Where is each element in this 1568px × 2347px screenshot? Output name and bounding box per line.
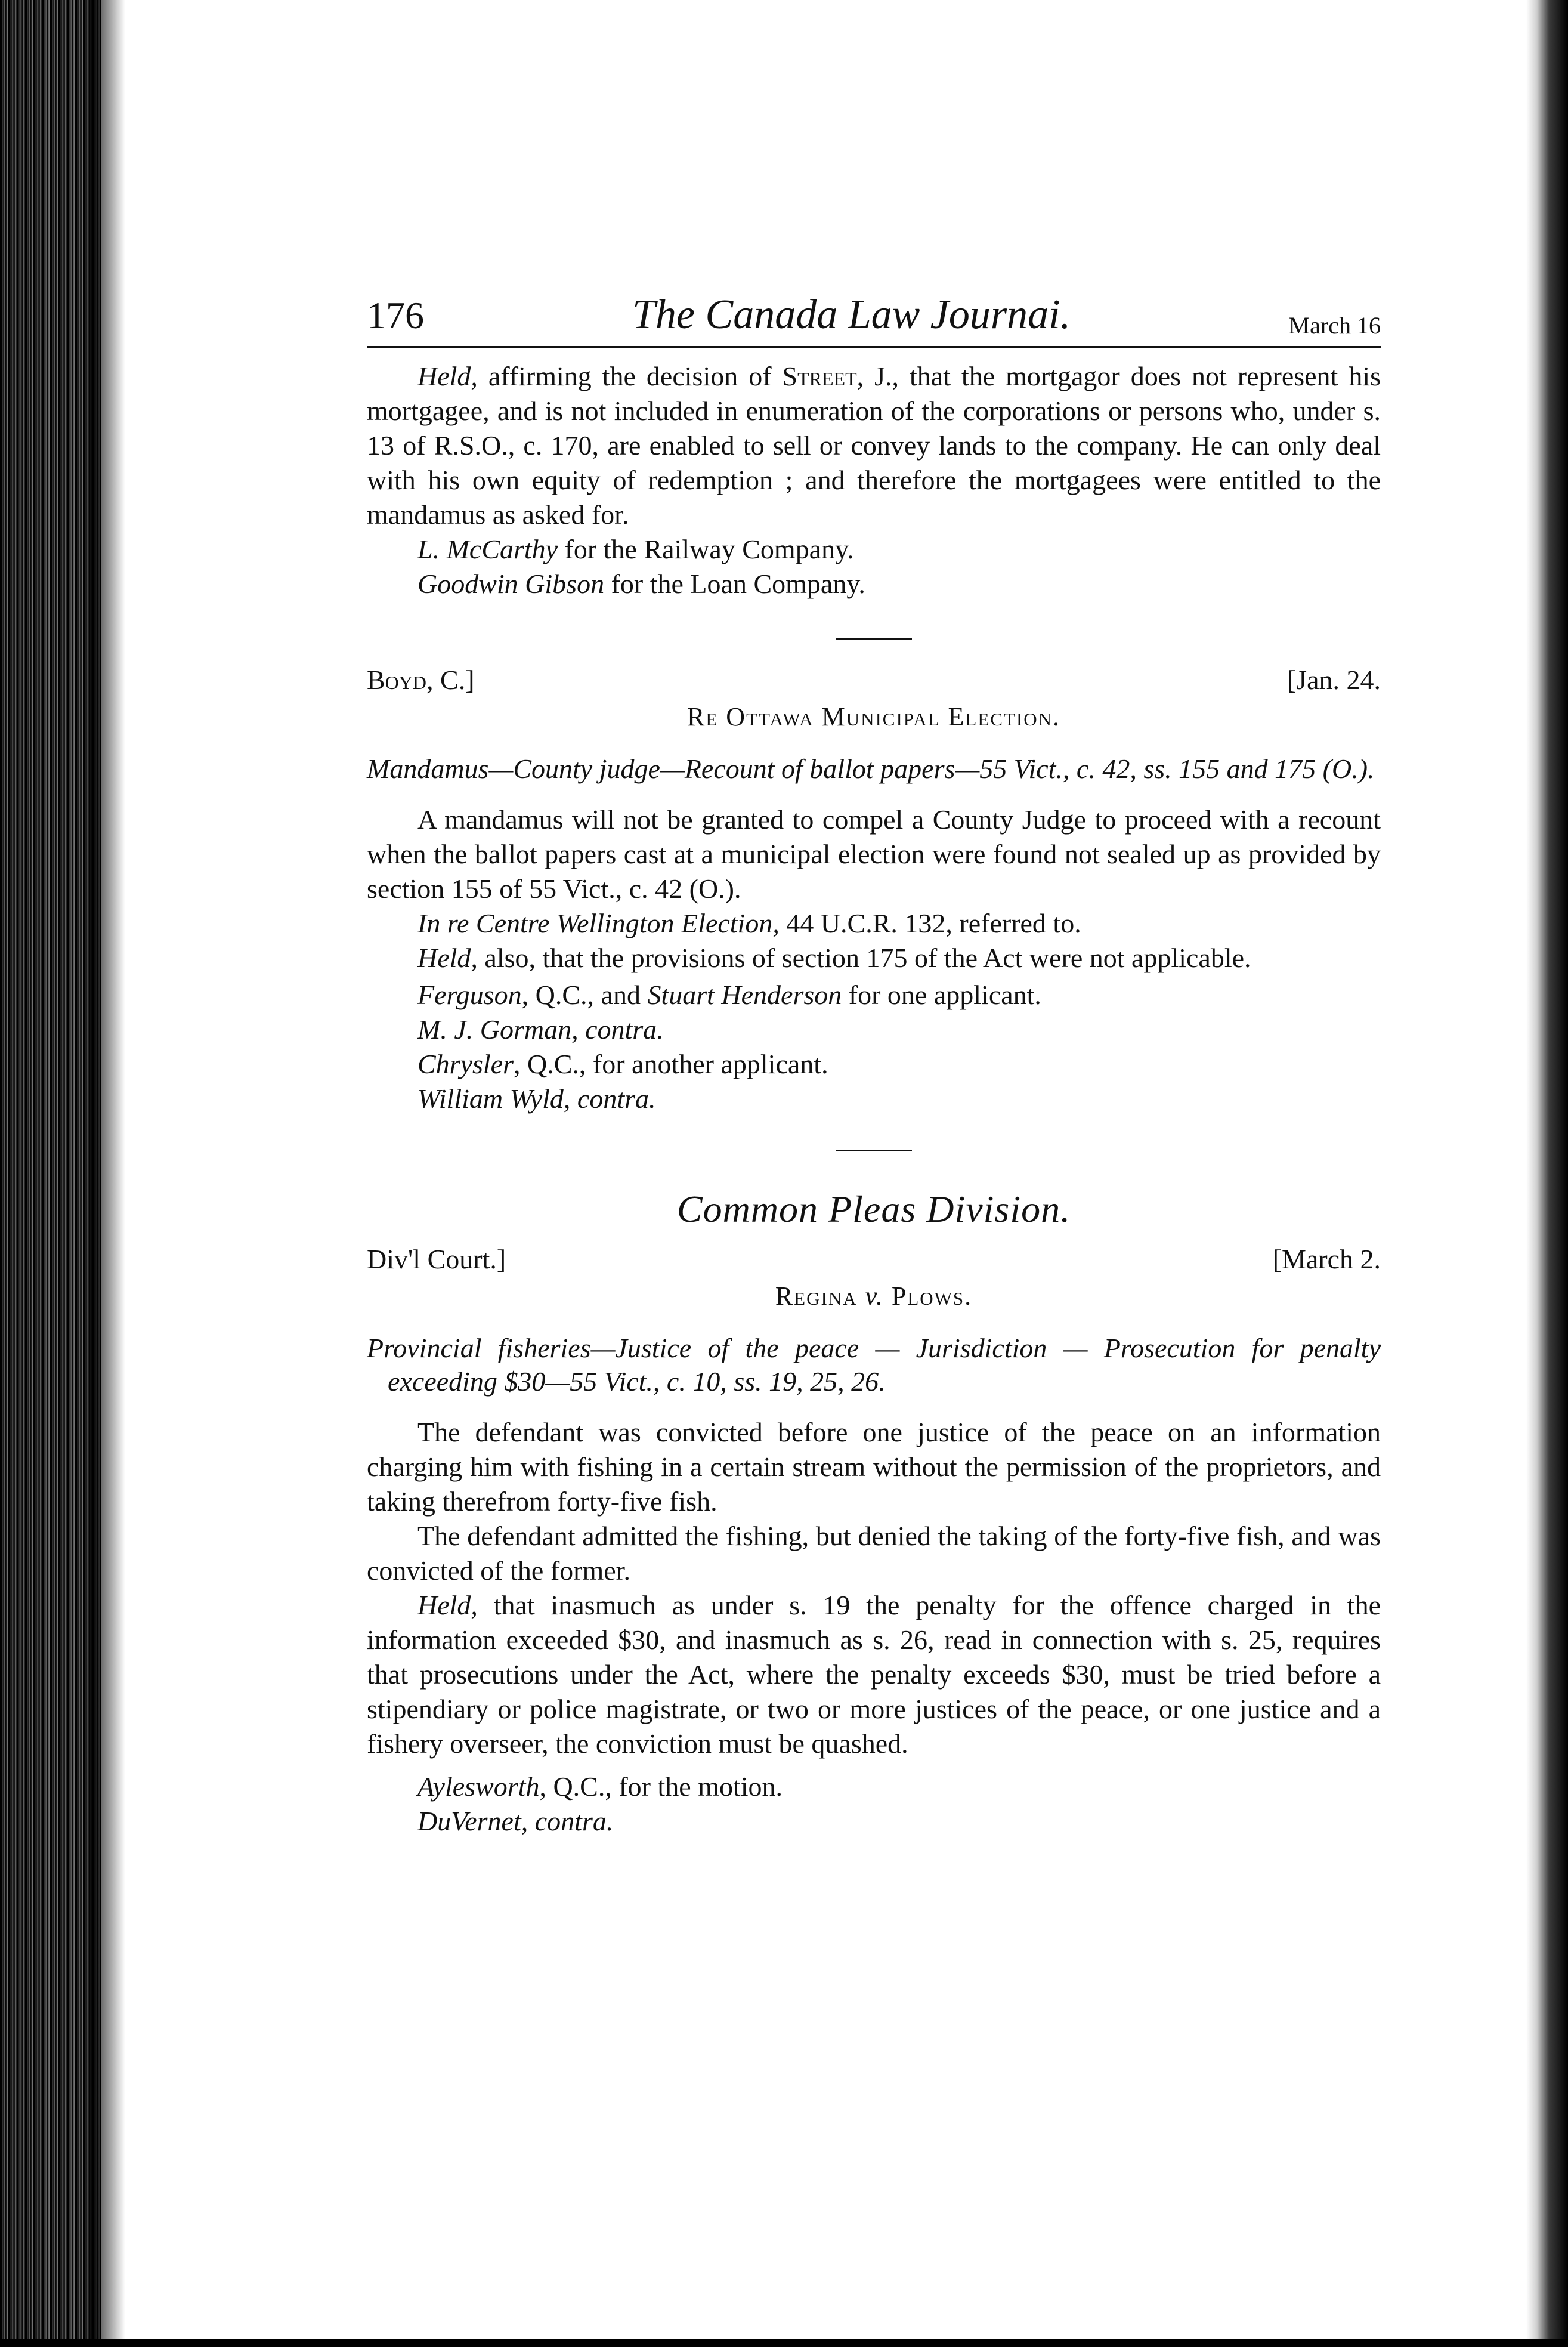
running-head	[367, 280, 1381, 348]
case-header	[367, 664, 1381, 701]
body-paragraph: The defendant was convicted before one justice of the peace on an information charging him with fishing in a certain stream without the permission of the proprietors, and taking therefrom forty-five fish.	[367, 1417, 1381, 1517]
case-title: Regina v. Plows.	[775, 1281, 973, 1311]
scanned-page-shadow	[89, 0, 125, 2347]
section-divider	[836, 638, 912, 640]
court-label: Boyd, C.]	[367, 665, 475, 695]
page-number: 176	[367, 294, 424, 336]
scanned-page-edge-right	[1526, 0, 1568, 2347]
journal-title: The Canada Law Journai.	[632, 292, 1071, 338]
case-header	[367, 1243, 1381, 1280]
scanned-page-edge-left	[0, 0, 101, 2347]
counsel-line: Goodwin Gibson for the Loan Company.	[417, 569, 865, 599]
counsel-line: Aylesworth, Q.C., for the motion.	[417, 1771, 783, 1802]
case-2	[367, 664, 1381, 1116]
counsel-line: Chrysler, Q.C., for another applicant.	[417, 1049, 828, 1079]
section-divider	[836, 1150, 912, 1151]
headnote: Mandamus—County judge—Recount of ballot papers—55 Vict., c. 42, ss. 155 and 175 (O.).	[367, 753, 1375, 784]
body-paragraph: The defendant admitted the fishing, but denied the taking of the forty-five fish, and was convicted of the former.	[367, 1521, 1381, 1586]
headnote: Provincial fisheries—Justice of the peace — Jurisdiction — Prosecution for penalty exceeding $30—55 Vict., c. 10, ss. 19, 25, 26.	[367, 1333, 1381, 1397]
citation-paragraph: In re Centre Wellington Election, 44 U.C.R. 132, referred to.	[417, 908, 1081, 938]
counsel-line: William Wyld, contra.	[417, 1083, 656, 1114]
held-paragraph: Held, also, that the provisions of section 175 of the Act were not applicable.	[417, 943, 1251, 973]
case-3	[367, 1243, 1381, 1839]
case-1-continuation	[367, 359, 1381, 601]
counsel-line: Ferguson, Q.C., and Stuart Henderson for one applicant.	[417, 980, 1041, 1010]
counsel-line: M. J. Gorman, contra.	[417, 1014, 664, 1045]
scanned-page-edge-bottom	[0, 2339, 1568, 2347]
case-date: [March 2.	[1272, 1244, 1381, 1274]
held-paragraph: Held, that inasmuch as under s. 19 the penalty for the offence charged in the information exceeded $30, and inasmuch as s. 26, read in connection with s. 25, requires that prosecutions under the Act, where the penalty exceeds $30, must be tried before a stipendiary or police magistrate, or two or more justices of the peace, or one justice and a fishery overseer, the conviction must be quashed.	[367, 1590, 1381, 1759]
held-paragraph: Held, affirming the decision of Street, J., that the mortgagor does not represent his mortgagee, and is not included in enumeration of the corporations or persons who, under s. 13 of R.S.O., c. 170, are enabled to sell or convey lands to the company. He can only deal with his own equity of redemption ; and therefore the mortgagees were entitled to the mandamus as asked for.	[367, 361, 1381, 530]
journal-page	[367, 280, 1381, 1839]
counsel-line: L. McCarthy for the Railway Company.	[417, 534, 854, 564]
counsel-line: DuVernet, contra.	[417, 1806, 614, 1836]
court-label: Div'l Court.]	[367, 1244, 506, 1274]
case-date: [Jan. 24.	[1286, 665, 1381, 695]
division-heading: Common Pleas Division.	[676, 1188, 1071, 1230]
case-title: Re Ottawa Municipal Election.	[687, 702, 1060, 731]
body-paragraph: A mandamus will not be granted to compel a County Judge to proceed with a recount when the ballot papers cast at a municipal election were found not sealed up as provided by section 155 of 55 Vict., c. 42 (O.).	[367, 804, 1381, 904]
issue-date: March 16	[1288, 312, 1381, 339]
